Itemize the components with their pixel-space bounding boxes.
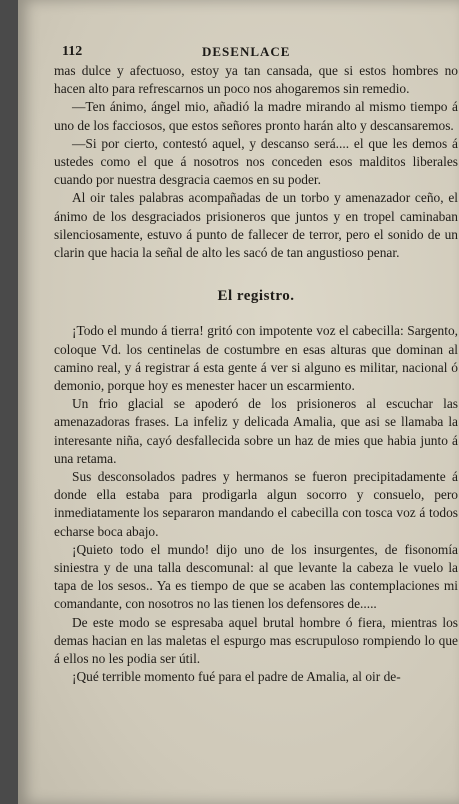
paragraph: Un frio glacial se apoderó de los prisioneros al escuchar las amenazadoras frases. La infeliz y delicada Amalia, que asi se llamaba la interesante niña, cayó desfallecida sobre un haz de mies que habia junto á una retama.: [54, 396, 458, 466]
page-header: [62, 44, 458, 62]
paragraph: mas dulce y afectuoso, estoy ya tan cansada, que si estos hombres no hacen alto para refrescarnos un poco nos ahogaremos sin remedio.: [54, 63, 458, 97]
paragraph: ¡Quieto todo el mundo! dijo uno de los insurgentes, de fisonomía siniestra y de una talla descomunal: al que levante la cabeza le vuelo la tapa de los sesos.. Ya es tiempo de que se acaben las contemplaciones mi comandante, con nosotros no las tienen los defensores de.....: [54, 541, 458, 612]
paragraph: Al oir tales palabras acompañadas de un torbo y amenazador ceño, el ánimo de los desgraciados prisioneros que juntos y en tropel caminaban silenciosamente, estuvo á punto de fallecer de terror, pero el sonido de un clarin que hacia la señal de alto les sacó de tan angustioso penar.: [54, 190, 458, 261]
section-title: El registro.: [217, 288, 295, 305]
page-number: 112: [62, 44, 83, 59]
book-page: [18, 0, 459, 804]
paragraph: De este modo se espresaba aquel brutal hombre ó fiera, mientras los demas hacian en las maletas el espurgo mas escrupuloso rompiendo lo que á ellos no les podia ser útil.: [54, 614, 458, 667]
body-text: [54, 62, 458, 687]
paragraph: —Ten ánimo, ángel mio, añadió la madre mirando al mismo tiempo á uno de los facciosos, que estos señores pronto harán alto y descansaremos.: [54, 99, 458, 133]
paragraph: ¡Todo el mundo á tierra! gritó con impotente voz el cabecilla: Sargento, coloque Vd. los centinelas de costumbre en esas alturas que dominan al camino real, y á registrar á esta gente á ver si alguno es militar, nacional ó demonio, porque hoy es menester hacer un escarmiento.: [54, 323, 458, 394]
paragraph: ¡Qué terrible momento fué para el padre de Amalia, al oir de-: [72, 669, 401, 685]
paragraph: —Si por cierto, contestó aquel, y descanso será.... el que les demos á ustedes como el que á nosotros nos conceden esos malditos liberales cuando por nuestra desgracia caemos en su poder.: [54, 135, 458, 188]
paragraph: Sus desconsolados padres y hermanos se fueron precipitadamente á donde ella estaba para prodigarla algun socorro y consuelo, pero inmediatamente los separaron mandando el cabecilla con tosca voz á todos echarse boca abajo.: [54, 469, 458, 539]
running-head: DESENLACE: [202, 44, 291, 59]
